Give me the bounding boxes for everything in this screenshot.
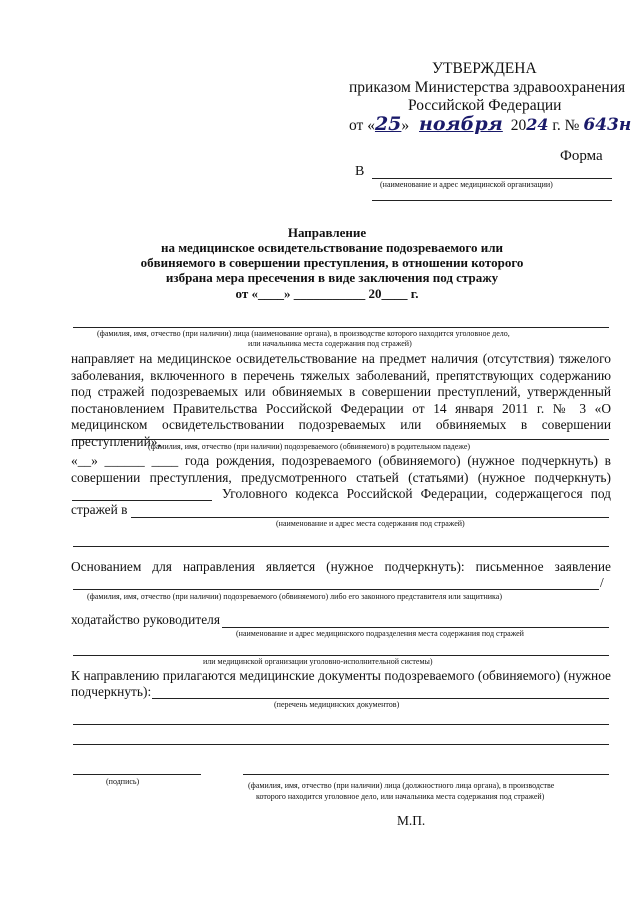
attachments-line-2: подчеркнуть): (71, 684, 152, 699)
petition-caption-2: или медицинской организации уголовно-исполнительной системы) (203, 657, 433, 666)
addressee-prefix: В (355, 164, 365, 179)
basis-line: Основанием для направления является (нужное подчеркнуть): письменное заявление (71, 559, 611, 574)
heading-line-4: избрана мера пресечения в виде заключения под стражу (165, 270, 499, 285)
main-paragraph: направляет на медицинское освидетельствование на предмет наличия (отсутствия) тяжелого заболевания, включенного в перечень тяжелых заболеваний, препятствующих содержанию под стражей подозреваемых или обвиняемых в совершении преступлений, утвержденный постановлением Правительства Российской Федерации от 14 января 2011 г. № 3 «О медицинском освидетельствовании подозреваемых или обвиняемых в совершении преступлений», (71, 351, 611, 449)
petition-caption: (наименование и адрес медицинского подразделения места содержания под стражей (236, 629, 524, 638)
custody-caption: (наименование и адрес места содержания под стражей) (276, 519, 465, 528)
official-caption-2: которого находится уголовное дело, или начальника места содержания под стражей) (256, 792, 545, 801)
petition-prefix: ходатайство руководителя (71, 612, 220, 627)
official-caption-1: (фамилия, имя, отчество (при наличии) лица (должностного лица органа), в производстве (248, 781, 555, 790)
birth-line: «__» ______ ____ года рождения, подозреваемого (обвиняемого) (нужное подчеркнуть) в (71, 453, 611, 468)
sender-caption-1: (фамилия, имя, отчество (при наличии) лица (наименование органа), в производстве которого находится уголовное дело, (97, 329, 510, 338)
attachments-line-3-rule (73, 744, 609, 745)
custody-line-2 (73, 546, 609, 547)
article-line (72, 500, 212, 501)
signature-caption: (подпись) (106, 777, 140, 786)
addressee-caption: (наименование и адрес медицинской организации) (380, 180, 553, 189)
official-line (243, 774, 609, 775)
code-line: Уголовного кодекса Российской Федерации, содержащегося под (222, 486, 611, 501)
heading-title: Направление (287, 225, 367, 240)
handwritten-number: 643н (583, 115, 632, 135)
handwritten-month: ноября (419, 113, 503, 135)
heading-line-3: обвиняемого в совершении преступления, в отношении которого (140, 255, 524, 270)
suspect-caption: (фамилия, имя, отчество (при наличии) подозреваемого (обвиняемого) в родительном падеже) (148, 442, 471, 451)
year-prefix: 20 (510, 117, 527, 134)
signature-line (73, 774, 201, 775)
heading-date-line: от «____» ___________ 20____ г. (235, 286, 419, 301)
heading-line-2: на медицинское освидетельствование подозреваемого или (160, 240, 504, 255)
custody-prefix: стражей в (71, 502, 128, 517)
applicant-line (73, 589, 599, 590)
date-close: » (401, 117, 410, 134)
addressee-line (372, 178, 612, 179)
crime-line: совершении преступления, предусмотренного статьей (статьями) (нужное подчеркнуть) (71, 470, 611, 485)
basis-slash: / (600, 575, 604, 590)
form-label: Форма (560, 148, 603, 164)
number-label: г. № (552, 117, 580, 134)
attachments-line (152, 698, 609, 699)
approval-date-line (349, 113, 631, 135)
sender-line (73, 327, 609, 328)
stamp-label: М.П. (397, 813, 426, 828)
addressee-line-2 (372, 200, 612, 201)
attachments-line-1: К направлению прилагаются медицинские документы подозреваемого (обвиняемого) (нужное (71, 668, 611, 683)
suspect-line (73, 439, 609, 440)
approval-country: Российской Федерации (408, 97, 562, 114)
handwritten-year: 24 (526, 115, 549, 134)
approval-title: УТВЕРЖДЕНА (432, 60, 537, 77)
custody-line (131, 517, 609, 518)
handwritten-day: 25 (374, 113, 402, 135)
petition-line-2 (73, 655, 609, 656)
petition-line (222, 627, 609, 628)
approval-order-line: приказом Министерства здравоохранения (349, 79, 626, 96)
attachments-line-2-rule (73, 724, 609, 725)
applicant-caption: (фамилия, имя, отчество (при наличии) подозреваемого (обвиняемого) либо его законного представителя или защитника) (87, 592, 502, 601)
attachments-caption: (перечень медицинских документов) (274, 700, 400, 709)
date-prefix: от « (349, 117, 375, 134)
sender-caption-2: или начальника места содержания под стражей) (248, 339, 412, 348)
